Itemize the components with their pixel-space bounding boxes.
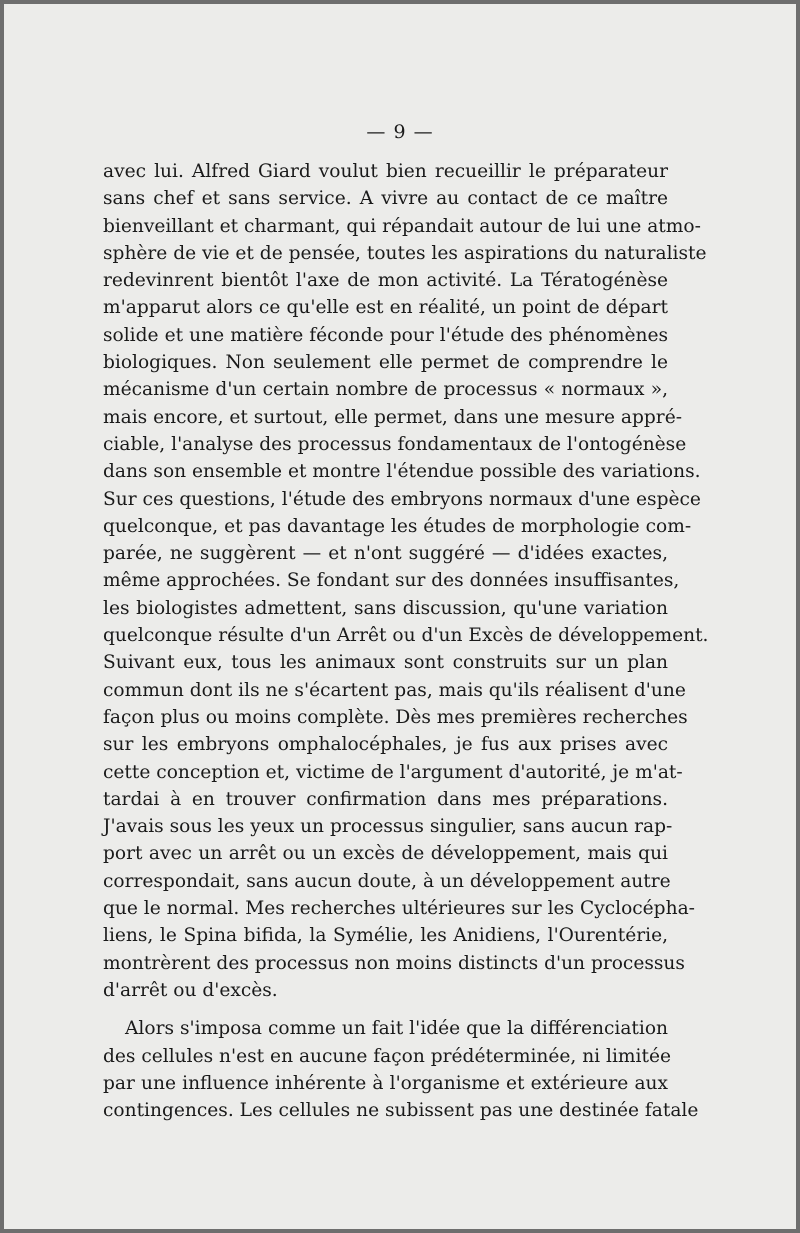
paragraph-gap <box>103 1004 668 1015</box>
text-line: parée, ne suggèrent — et n'ont suggéré — d'idées exactes, <box>103 543 668 565</box>
text-line: dans son ensemble et montre l'étendue possible des variations. <box>103 461 701 483</box>
text-line: sans chef et sans service. A vivre au contact de ce maître <box>103 188 668 210</box>
text-line: par une influence inhérente à l'organisme et extérieure aux <box>103 1072 668 1094</box>
page-number: — 9 — <box>366 121 434 143</box>
text-line: m'apparut alors ce qu'elle est en réalité, un point de départ <box>103 297 668 319</box>
text-line: montrèrent des processus non moins distincts d'un processus <box>103 952 685 974</box>
text-line: mécanisme d'un certain nombre de processus « normaux », <box>103 379 668 401</box>
text-line: solide et une matière féconde pour l'étude des phénomènes <box>103 324 668 346</box>
paragraph-1 <box>103 158 709 1004</box>
text-line: redevinrent bientôt l'axe de mon activité. La Tératogénèse <box>103 270 668 292</box>
text-line: port avec un arrêt ou un excès de développement, mais qui <box>103 843 668 865</box>
text-line: correspondait, sans aucun doute, à un développement autre <box>103 870 671 892</box>
text-line: Suivant eux, tous les animaux sont construits sur un plan <box>103 652 668 674</box>
body-text <box>103 158 709 1124</box>
text-line: mais encore, et surtout, elle permet, dans une mesure appré- <box>103 406 682 428</box>
text-line: quelconque, et pas davantage les études de morphologie com- <box>103 515 692 537</box>
text-line: J'avais sous les yeux un processus singulier, sans aucun rap- <box>103 816 673 838</box>
text-line: avec lui. Alfred Giard voulut bien recueillir le préparateur <box>103 161 668 182</box>
text-line: Sur ces questions, l'étude des embryons normaux d'une espèce <box>103 488 701 510</box>
text-line: des cellules n'est en aucune façon prédéterminée, ni limitée <box>103 1045 671 1067</box>
text-line: ciable, l'analyse des processus fondamentaux de l'ontogénèse <box>103 433 687 455</box>
text-line: sur les embryons omphalocéphales, je fus aux prises avec <box>103 734 668 756</box>
text-line: d'arrêt ou d'excès. <box>103 979 278 1001</box>
text-line: biologiques. Non seulement elle permet de comprendre le <box>103 352 668 374</box>
text-line: liens, le Spina bifida, la Symélie, les Anidiens, l'Ourentérie, <box>103 925 668 947</box>
text-line: contingences. Les cellules ne subissent pas une destinée fatale <box>103 1100 699 1122</box>
text-line: que le normal. Mes recherches ultérieures sur les Cyclocépha- <box>103 898 695 920</box>
text-line: quelconque résulte d'un Arrêt ou d'un Excès de développement. <box>103 625 709 647</box>
text-line: façon plus ou moins complète. Dès mes premières recherches <box>103 706 688 728</box>
text-line: cette conception et, victime de l'argument d'autorité, je m'at- <box>103 761 683 783</box>
paragraph-2 <box>103 1015 699 1124</box>
text-line: tardai à en trouver confirmation dans mes préparations. <box>103 788 668 810</box>
book-page <box>4 4 796 1229</box>
text-line: sphère de vie et de pensée, toutes les aspirations du naturaliste <box>103 242 707 264</box>
text-line: Alors s'imposa comme un fait l'idée que la différenciation <box>125 1018 668 1040</box>
text-line: bienveillant et charmant, qui répandait autour de lui une atmo- <box>103 215 701 237</box>
text-line: commun dont ils ne s'écartent pas, mais qu'ils réalisent d'une <box>103 679 686 701</box>
text-line: les biologistes admettent, sans discussion, qu'une variation <box>103 597 668 619</box>
text-line: même approchées. Se fondant sur des données insuffisantes, <box>103 570 680 592</box>
